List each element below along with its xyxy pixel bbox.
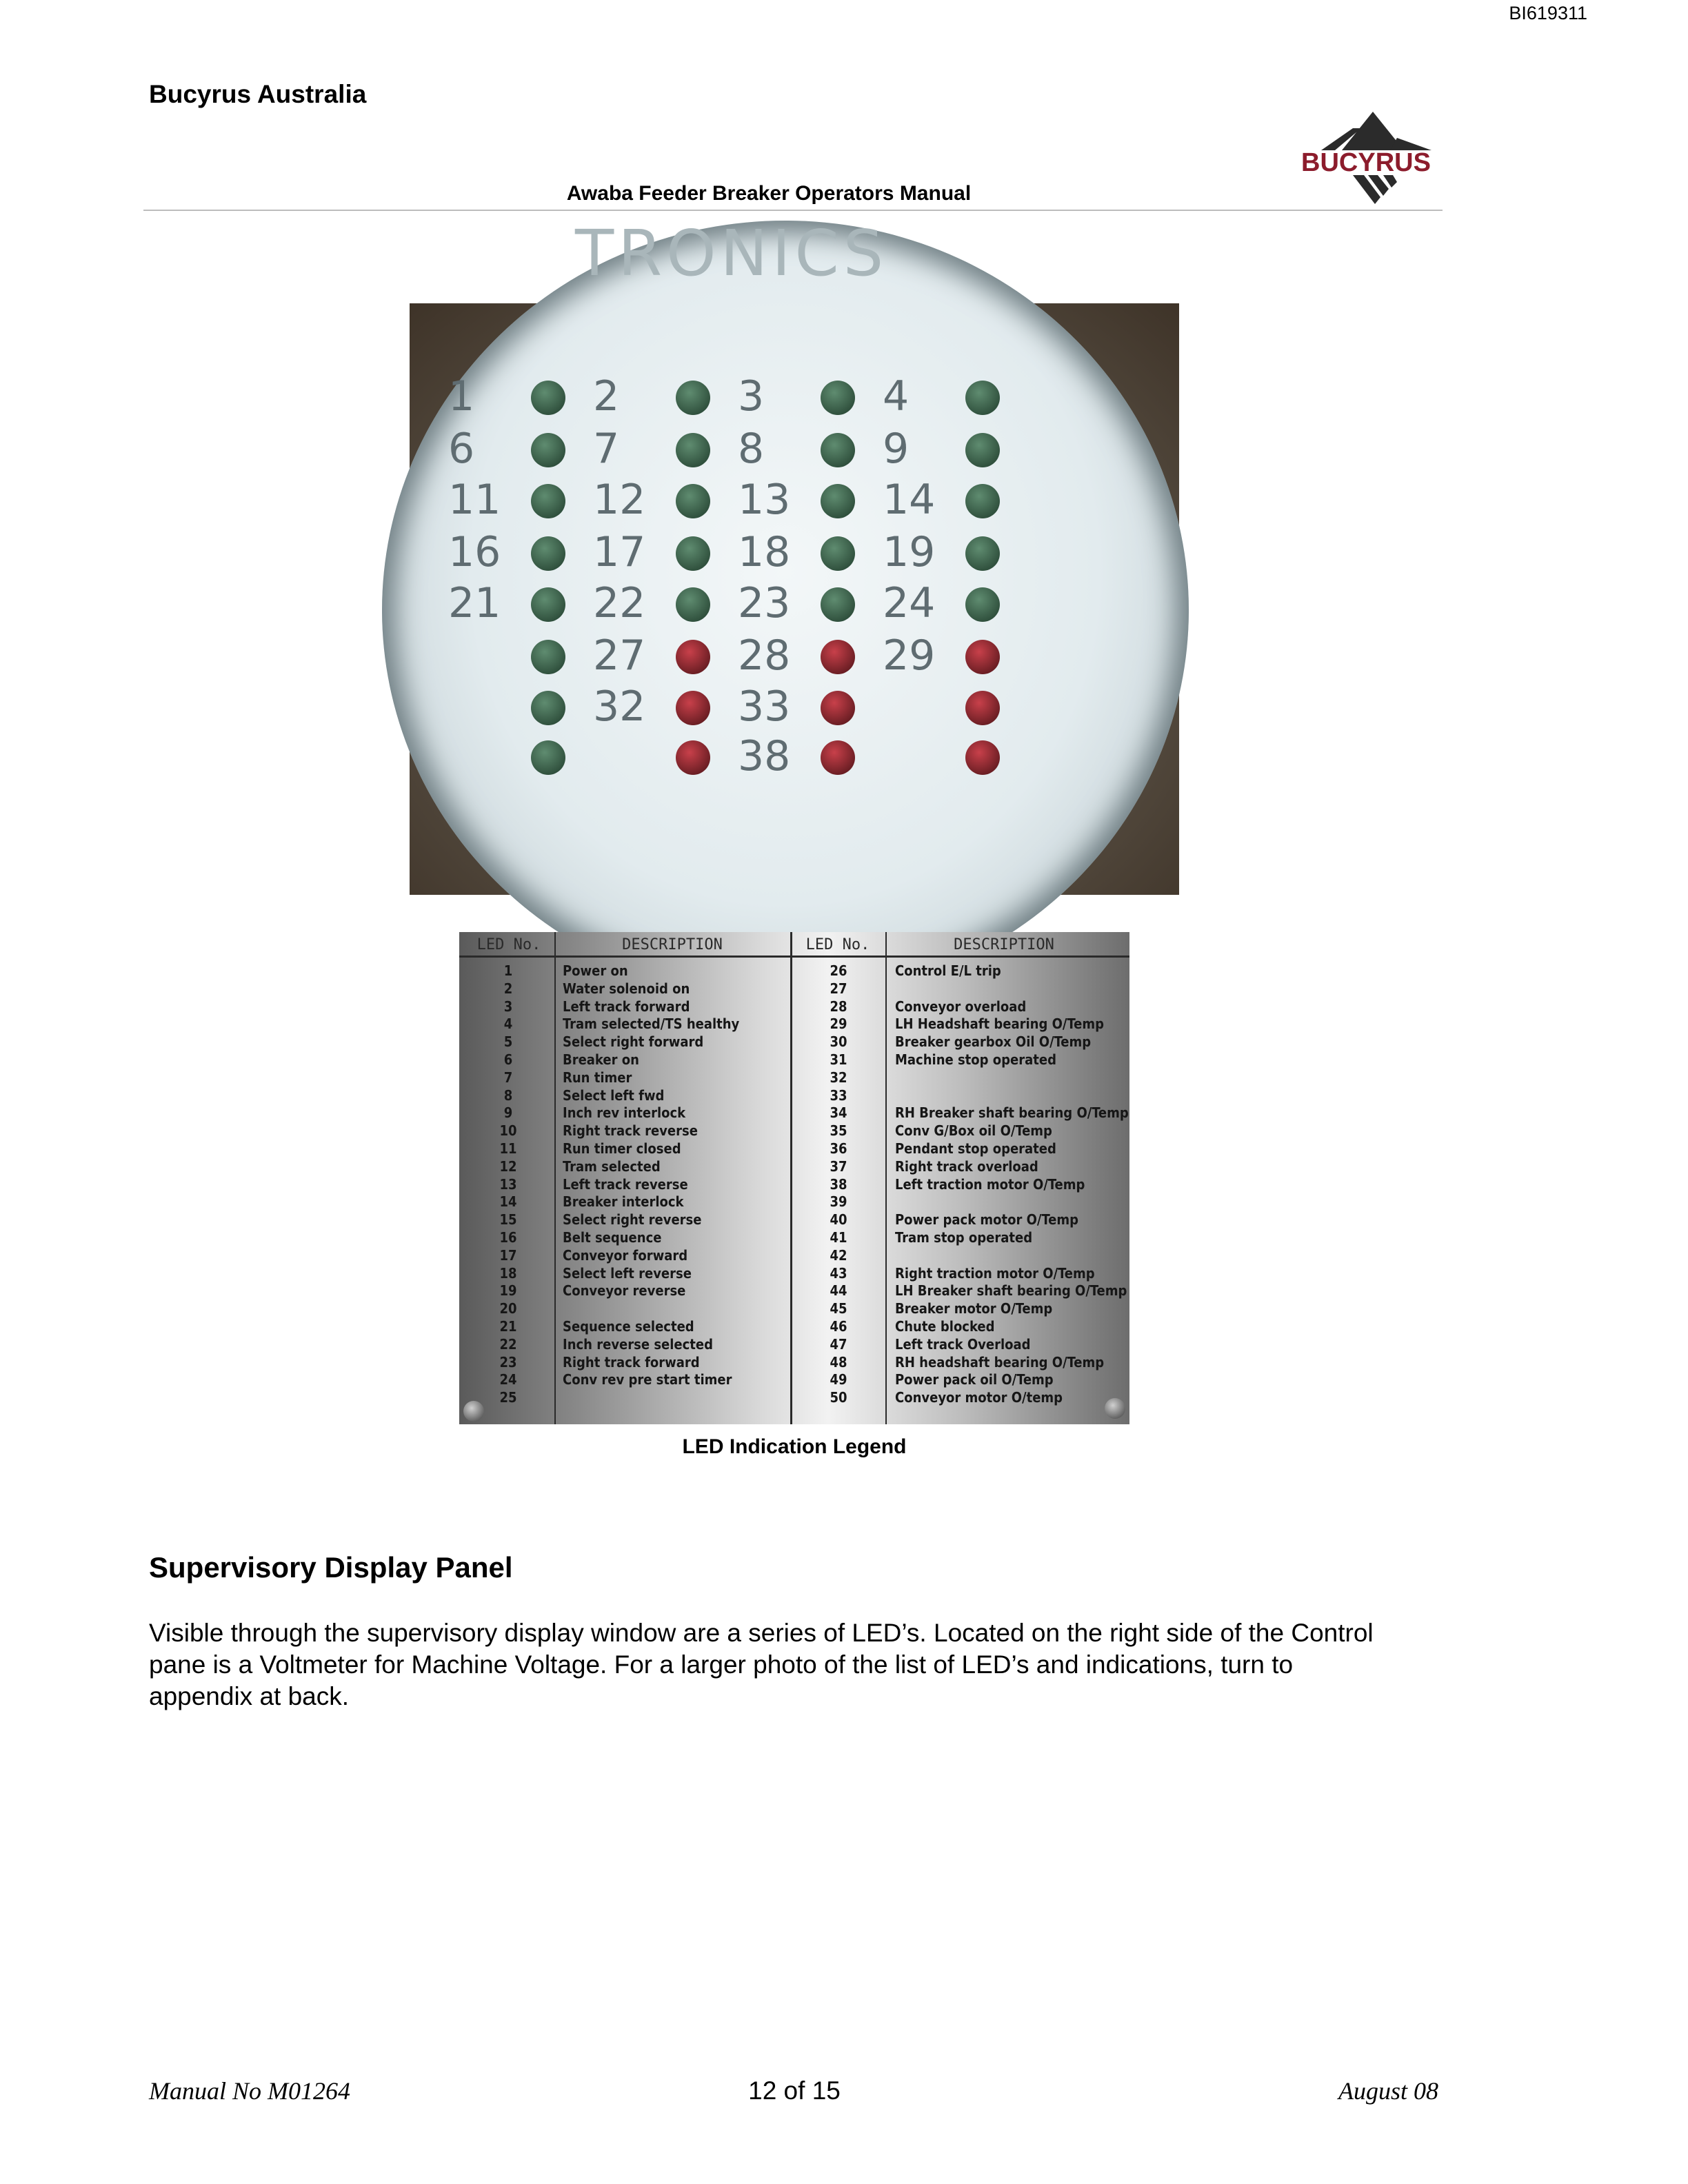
led-cell [883, 682, 1024, 734]
led-indicator [531, 381, 565, 415]
led-number: 8 [738, 425, 765, 473]
led-cell [738, 682, 879, 734]
legend-led-description: Belt sequence [563, 1228, 662, 1246]
led-cell [448, 425, 590, 476]
legend-led-description: Select right reverse [563, 1211, 702, 1228]
led-cell [448, 631, 590, 682]
legend-led-description: Conv rev pre start timer [563, 1371, 732, 1388]
legend-header-description-left: DESCRIPTION [622, 936, 723, 953]
legend-led-number: 42 [830, 1246, 847, 1264]
document-id: BI619311 [1509, 3, 1587, 23]
legend-led-description: Chute blocked [895, 1317, 995, 1335]
legend-led-number: 20 [499, 1300, 517, 1317]
legend-led-number: 18 [499, 1264, 517, 1282]
legend-led-description [895, 1069, 1127, 1087]
legend-left-descriptions [563, 962, 787, 1407]
legend-led-description: Breaker interlock [563, 1193, 684, 1211]
led-indicator [531, 587, 565, 622]
led-number: 19 [883, 528, 936, 576]
legend-led-number: 32 [830, 1069, 847, 1086]
led-indicator [965, 484, 1000, 518]
legend-led-description: Tram stop operated [895, 1228, 1033, 1246]
legend-led-number: 35 [830, 1122, 847, 1140]
legend-led-number: 38 [830, 1175, 847, 1193]
led-cell [738, 528, 879, 579]
led-number: 27 [593, 631, 646, 680]
legend-led-description: Select left fwd [563, 1086, 665, 1104]
led-indicator [965, 433, 1000, 467]
legend-led-description: Power pack oil O/Temp [895, 1371, 1054, 1388]
led-number: 18 [738, 528, 791, 576]
legend-led-number: 37 [830, 1157, 847, 1175]
led-indicator [821, 587, 855, 622]
legend-led-number: 17 [499, 1246, 517, 1264]
led-number: 16 [448, 528, 501, 576]
led-number: 21 [448, 579, 501, 627]
legend-led-number: 40 [830, 1211, 847, 1228]
led-indicator [821, 640, 855, 674]
led-number: 32 [593, 682, 646, 731]
led-cell [448, 682, 590, 734]
legend-led-description: RH Breaker shaft bearing O/Temp [895, 1104, 1129, 1122]
legend-led-description: Select right forward [563, 1033, 704, 1051]
led-indicator [676, 433, 710, 467]
legend-led-description: Machine stop operated [895, 1051, 1056, 1068]
legend-led-number: 27 [830, 980, 847, 997]
led-number: 23 [738, 579, 791, 627]
led-indicator [531, 484, 565, 518]
legend-led-number: 33 [830, 1086, 847, 1104]
legend-led-description [895, 1247, 1127, 1265]
led-number: 7 [593, 425, 620, 473]
led-indicator [965, 691, 1000, 725]
led-indicator [965, 740, 1000, 775]
led-number: 12 [593, 476, 646, 524]
legend-led-number: 28 [830, 998, 847, 1015]
led-indicator [965, 587, 1000, 622]
legend-led-description: Conveyor forward [563, 1246, 688, 1264]
legend-led-description [895, 1087, 1127, 1105]
led-cell [593, 732, 734, 783]
led-number: 38 [738, 732, 791, 780]
legend-led-description: Run timer [563, 1069, 632, 1086]
legend-led-description: Conv G/Box oil O/Temp [895, 1122, 1052, 1140]
legend-header-led-no-left: LED No. [476, 936, 541, 953]
legend-led-number: 34 [830, 1104, 847, 1122]
legend-led-number: 6 [503, 1051, 513, 1068]
led-cell [593, 372, 734, 423]
legend-led-number: 26 [830, 962, 847, 979]
legend-led-number: 49 [830, 1371, 847, 1388]
legend-led-description [895, 980, 1127, 998]
led-number: 17 [593, 528, 646, 576]
led-number: 6 [448, 425, 475, 473]
led-indicator [531, 536, 565, 571]
legend-led-number: 36 [830, 1140, 847, 1157]
led-indicator [531, 433, 565, 467]
legend-led-description: Tram selected [563, 1157, 661, 1175]
led-cell [738, 372, 879, 423]
legend-led-number: 5 [503, 1033, 513, 1051]
legend-led-number: 16 [499, 1228, 517, 1246]
led-cell [593, 425, 734, 476]
led-indicator [531, 691, 565, 725]
section-body: Visible through the supervisory display window are a series of LED’s. Located on the right side of the Control pane is a Voltmeter for Machine Voltage. For a larger photo of the list of LED’s and indications, turn to appendix at back. [149, 1619, 1374, 1710]
led-cell [738, 425, 879, 476]
led-number: 11 [448, 476, 501, 524]
legend-led-number: 15 [499, 1211, 517, 1228]
legend-led-description: Left track forward [563, 998, 690, 1015]
led-panel-photo [410, 216, 1179, 895]
led-cell [448, 372, 590, 423]
legend-header-description-right: DESCRIPTION [954, 936, 1054, 953]
led-cell [738, 579, 879, 630]
led-cell [593, 682, 734, 734]
legend-led-description: Breaker gearbox Oil O/Temp [895, 1033, 1092, 1051]
legend-led-number: 4 [503, 1015, 513, 1033]
legend-led-number: 39 [830, 1193, 847, 1211]
legend-led-number: 12 [499, 1157, 517, 1175]
legend-led-description: LH Breaker shaft bearing O/Temp [895, 1282, 1127, 1300]
legend-led-number: 22 [499, 1335, 517, 1353]
legend-led-number: 23 [499, 1353, 517, 1371]
legend-column-rule [554, 932, 556, 1424]
legend-led-number: 43 [830, 1264, 847, 1282]
led-cell [883, 425, 1024, 476]
led-cell [883, 372, 1024, 423]
legend-led-description: LH Headshaft bearing O/Temp [895, 1015, 1104, 1033]
led-number: 2 [593, 372, 620, 421]
led-cell [883, 732, 1024, 783]
legend-right-numbers [794, 962, 883, 1407]
led-indicator [821, 381, 855, 415]
led-indicator [531, 740, 565, 775]
led-cell [448, 732, 590, 783]
led-cell [883, 528, 1024, 579]
legend-led-number: 30 [830, 1033, 847, 1051]
led-indicator [965, 640, 1000, 674]
legend-led-description: Select left reverse [563, 1264, 692, 1282]
legend-led-description: Conveyor reverse [563, 1282, 686, 1300]
legend-led-description: Left track Overload [895, 1335, 1031, 1353]
header-divider [143, 210, 1443, 211]
led-number: 9 [883, 425, 910, 473]
legend-led-number: 1 [503, 962, 513, 979]
legend-led-number: 45 [830, 1300, 847, 1317]
led-indicator [965, 536, 1000, 571]
legend-led-number: 2 [503, 980, 513, 997]
legend-led-number: 14 [499, 1193, 517, 1211]
legend-led-description: Breaker on [563, 1051, 639, 1068]
led-number: 14 [883, 476, 936, 524]
led-cell [593, 528, 734, 579]
legend-led-description: Conveyor overload [895, 998, 1027, 1015]
company-name: Bucyrus Australia [149, 80, 367, 108]
led-indicator [821, 536, 855, 571]
footer-manual-number: Manual No M01264 [149, 2077, 350, 2105]
footer-page-number: 12 of 15 [748, 2076, 841, 2105]
legend-led-description: Run timer closed [563, 1140, 681, 1157]
legend-led-number: 13 [499, 1175, 517, 1193]
legend-led-number: 8 [503, 1086, 513, 1104]
legend-led-number: 46 [830, 1317, 847, 1335]
legend-led-description: Breaker motor O/Temp [895, 1300, 1053, 1317]
led-indicator [965, 381, 1000, 415]
led-cell [883, 631, 1024, 682]
led-cell [448, 579, 590, 630]
legend-led-number: 50 [830, 1389, 847, 1406]
legend-led-description: Water solenoid on [563, 980, 690, 997]
legend-led-number: 31 [830, 1051, 847, 1068]
led-indicator [676, 536, 710, 571]
plate-screw [1105, 1398, 1125, 1419]
figure-caption: LED Indication Legend [682, 1435, 907, 1458]
led-legend-plate [459, 932, 1129, 1424]
legend-center-rule [790, 932, 792, 1424]
led-cell [593, 476, 734, 527]
legend-led-description: Right traction motor O/Temp [895, 1264, 1095, 1282]
legend-column-rule [885, 932, 887, 1424]
led-indicator [531, 640, 565, 674]
legend-led-number: 9 [503, 1104, 513, 1122]
led-indicator [676, 381, 710, 415]
led-indicator [821, 691, 855, 725]
legend-led-number: 41 [830, 1228, 847, 1246]
legend-led-description: Right track forward [563, 1353, 700, 1371]
led-cell [883, 579, 1024, 630]
led-number: 24 [883, 579, 936, 627]
legend-led-number: 24 [499, 1371, 517, 1388]
led-cell [883, 476, 1024, 527]
legend-led-description [563, 1300, 787, 1318]
legend-led-number: 25 [499, 1389, 517, 1406]
footer-date: August 08 [1338, 2077, 1438, 2105]
legend-led-description: Right track reverse [563, 1122, 698, 1140]
manual-title: Awaba Feeder Breaker Operators Manual [566, 182, 972, 205]
legend-led-description: Left track reverse [563, 1175, 688, 1193]
legend-led-number: 7 [503, 1069, 513, 1086]
led-cell [738, 631, 879, 682]
led-indicator [676, 587, 710, 622]
legend-led-number: 48 [830, 1353, 847, 1371]
legend-led-description: Power pack motor O/Temp [895, 1211, 1078, 1228]
led-cell [738, 732, 879, 783]
led-cell [738, 476, 879, 527]
led-cell [593, 631, 734, 682]
panel-brand-text: TRONICS [575, 216, 888, 290]
plate-screw [463, 1401, 484, 1422]
legend-led-description: Control E/L trip [895, 962, 1001, 979]
legend-led-number: 29 [830, 1015, 847, 1033]
led-number: 4 [883, 372, 910, 421]
legend-led-description: Sequence selected [563, 1317, 694, 1335]
legend-led-description: Pendant stop operated [895, 1140, 1056, 1157]
legend-led-description: Right track overload [895, 1157, 1038, 1175]
legend-led-description [563, 1389, 787, 1407]
led-indicator [676, 740, 710, 775]
legend-header-rule [459, 956, 1129, 958]
legend-header-led-no-right: LED No. [805, 936, 870, 953]
legend-led-description: RH headshaft bearing O/Temp [895, 1353, 1105, 1371]
led-number: 22 [593, 579, 646, 627]
led-cell [593, 579, 734, 630]
legend-led-number: 19 [499, 1282, 517, 1300]
legend-led-description: Conveyor motor O/temp [895, 1389, 1063, 1406]
led-number: 3 [738, 372, 765, 421]
legend-led-description: Power on [563, 962, 628, 979]
bucyrus-logo [1287, 108, 1445, 207]
legend-led-number: 21 [499, 1317, 517, 1335]
legend-led-number: 10 [499, 1122, 517, 1140]
led-number: 29 [883, 631, 936, 680]
legend-led-number: 3 [503, 998, 513, 1015]
section-heading: Supervisory Display Panel [149, 1551, 513, 1584]
legend-right-descriptions [895, 962, 1127, 1407]
led-number: 1 [448, 372, 475, 421]
legend-led-description: Inch reverse selected [563, 1335, 713, 1353]
led-indicator [821, 433, 855, 467]
legend-led-description: Inch rev interlock [563, 1104, 686, 1122]
led-indicator [676, 640, 710, 674]
led-indicator [676, 691, 710, 725]
led-cell [448, 476, 590, 527]
led-cell [448, 528, 590, 579]
legend-led-description [895, 1193, 1127, 1211]
legend-led-number: 44 [830, 1282, 847, 1300]
legend-led-description: Left traction motor O/Temp [895, 1175, 1085, 1193]
led-number: 13 [738, 476, 791, 524]
led-number: 33 [738, 682, 791, 731]
legend-led-number: 11 [499, 1140, 517, 1157]
logo-wordmark: BUCYRUS [1301, 148, 1431, 177]
led-indicator [676, 484, 710, 518]
legend-led-number: 47 [830, 1335, 847, 1353]
legend-left-numbers [462, 962, 554, 1407]
led-indicator [821, 740, 855, 775]
legend-led-description: Tram selected/TS healthy [563, 1015, 740, 1033]
led-indicator [821, 484, 855, 518]
led-number: 28 [738, 631, 791, 680]
